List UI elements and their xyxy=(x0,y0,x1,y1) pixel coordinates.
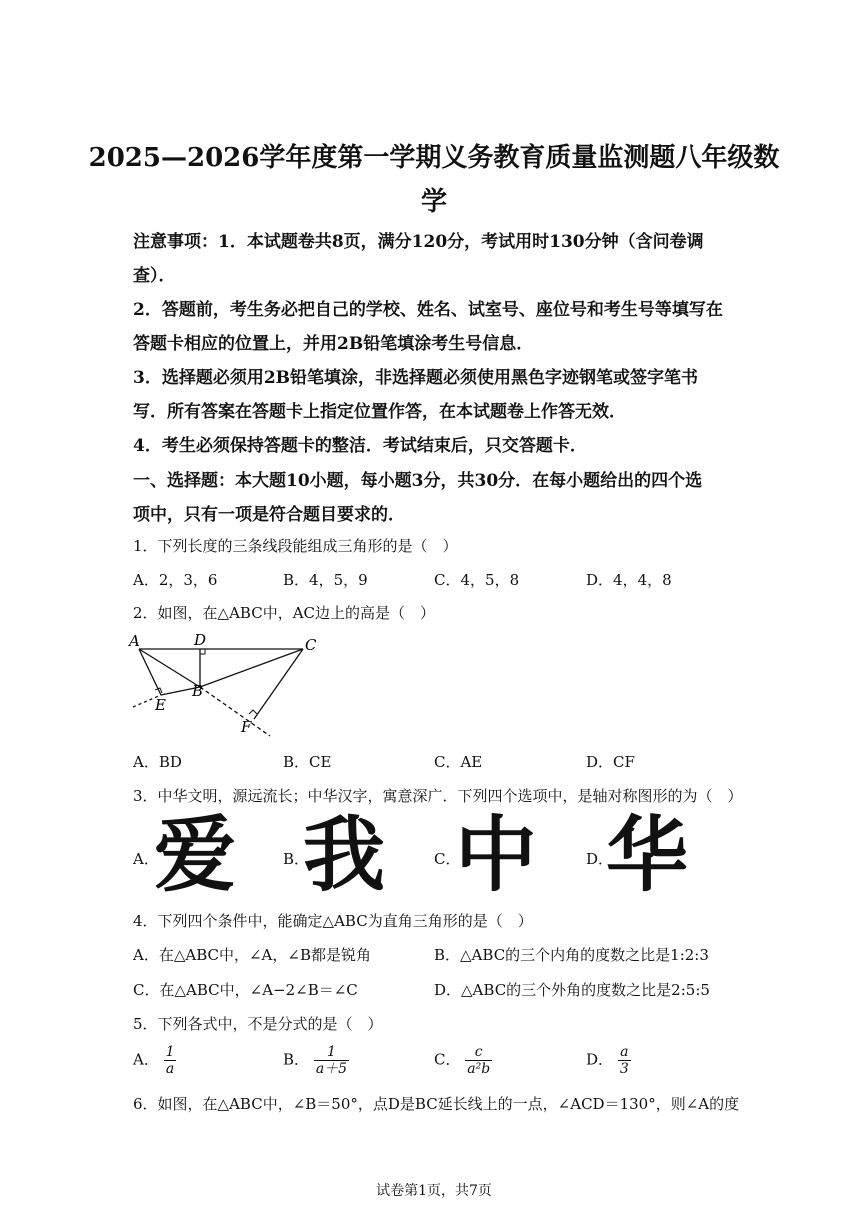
q5-option-c-letter: C． xyxy=(434,1050,461,1069)
q2-label-b: B xyxy=(192,682,204,700)
q5-option-a xyxy=(133,1044,177,1077)
q5-option-a-fraction xyxy=(164,1044,177,1077)
q5-option-b-letter: B． xyxy=(283,1050,310,1069)
q1-stem: 1．下列长度的三条线段能组成三角形的是（ ） xyxy=(133,537,458,555)
notes-line-6: 写．所有答案在答题卡上指定位置作答，在本试题卷上作答无效． xyxy=(133,402,626,422)
q2-option-a: A．BD xyxy=(133,753,182,771)
q4-option-a: A．在△ABC中，∠A，∠B都是锐角 xyxy=(133,946,371,964)
q5-option-a-denominator: a xyxy=(165,1061,175,1078)
q3-option-b-letter: B． xyxy=(283,850,310,868)
q3-option-a-letter: A． xyxy=(133,850,159,868)
q5-option-d-letter: D． xyxy=(586,1050,614,1069)
q3-option-c-letter: C． xyxy=(434,850,461,868)
q5-option-d-numerator: a xyxy=(620,1044,629,1060)
q5-option-d-denominator: 3 xyxy=(619,1061,629,1078)
q2-option-c: C．AE xyxy=(434,753,483,771)
q6-stem: 6．如图，在△ABC中，∠B＝50°，点D是BC延长线上的一点，∠ACD＝130°，则∠A的度 xyxy=(133,1095,740,1113)
q3-option-a-char: 爱 xyxy=(154,808,237,903)
q5-option-d-fraction xyxy=(618,1044,631,1077)
q1-option-a: A．2，3，6 xyxy=(133,571,218,589)
q2-label-f: F xyxy=(241,718,252,736)
q5-option-c xyxy=(434,1044,492,1077)
q3-stem: 3．中华文明，源远流长；中华汉字，寓意深广．下列四个选项中，是轴对称图形的为（ ） xyxy=(133,787,743,805)
notes-line-3: 2．答题前，考生务必把自己的学校、姓名、试室号、座位号和考生号等填写在 xyxy=(133,300,723,320)
q2-option-b: B．CE xyxy=(283,753,332,771)
q2-stem: 2．如图，在△ABC中，AC边上的高是（ ） xyxy=(133,604,436,622)
q2-label-e: E xyxy=(155,696,166,714)
notes-line-2: 查）． xyxy=(133,266,176,286)
q2-option-d: D．CF xyxy=(586,753,635,771)
q5-option-c-numerator: c xyxy=(474,1044,483,1060)
section-heading-line-1: 一、选择题：本大题10小题，每小题3分，共30分．在每小题给出的四个选 xyxy=(133,471,703,491)
exam-title-line1: 2025—2026学年度第一学期义务教育质量监测题八年级数 xyxy=(88,143,780,173)
q1-option-d: D．4，4，8 xyxy=(586,571,672,589)
q4-option-b: B．△ABC的三个内角的度数之比是1:2:3 xyxy=(434,946,709,964)
q5-option-a-numerator: 1 xyxy=(165,1044,175,1060)
q4-option-d: D．△ABC的三个外角的度数之比是2:5:5 xyxy=(434,981,710,999)
q2-triangle-figure xyxy=(125,628,325,740)
notes-line-4: 答题卡相应的位置上，并用2B铅笔填涂考生号信息． xyxy=(133,334,534,354)
q2-label-c: C xyxy=(305,636,317,654)
q3-option-d-char: 华 xyxy=(606,808,689,903)
q5-option-b-fraction xyxy=(314,1044,349,1077)
notes-line-5: 3．选择题必须用2B铅笔填涂，非选择题必须使用黑色字迹钢笔或签字笔书 xyxy=(133,368,699,388)
q3-option-b-char: 我 xyxy=(303,808,386,903)
notes-line-1: 注意事项：1．本试题卷共8页，满分120分，考试用时130分钟（含问卷调 xyxy=(133,232,704,252)
q5-option-b xyxy=(283,1044,349,1077)
q3-option-c-char: 中 xyxy=(455,808,538,903)
q1-option-c: C．4，5，8 xyxy=(434,571,520,589)
section-heading-line-2: 项中，只有一项是符合题目要求的． xyxy=(133,505,405,525)
notes-line-7: 4．考生必须保持答题卡的整洁．考试结束后，只交答题卡． xyxy=(133,436,587,456)
exam-title-line2: 学 xyxy=(420,187,447,217)
q1-option-b: B．4，5，9 xyxy=(283,571,368,589)
q5-option-b-denominator: a＋5 xyxy=(315,1061,348,1078)
q4-stem: 4．下列四个条件中，能确定△ABC为直角三角形的是（ ） xyxy=(133,912,533,930)
q5-option-c-denominator: a²b xyxy=(467,1061,491,1078)
q5-option-d xyxy=(586,1044,631,1077)
q5-option-b-numerator: 1 xyxy=(326,1044,336,1060)
q5-option-c-fraction xyxy=(465,1044,492,1077)
q4-option-c: C．在△ABC中，∠A−2∠B＝∠C xyxy=(133,981,358,999)
q5-option-a-letter: A． xyxy=(133,1050,159,1069)
page-footer: 试卷第1页，共7页 xyxy=(376,1183,492,1199)
q5-stem: 5．下列各式中，不是分式的是（ ） xyxy=(133,1015,383,1033)
q3-option-d-letter: D． xyxy=(586,850,614,868)
q2-label-a: A xyxy=(129,632,140,650)
q2-label-d: D xyxy=(194,631,207,649)
